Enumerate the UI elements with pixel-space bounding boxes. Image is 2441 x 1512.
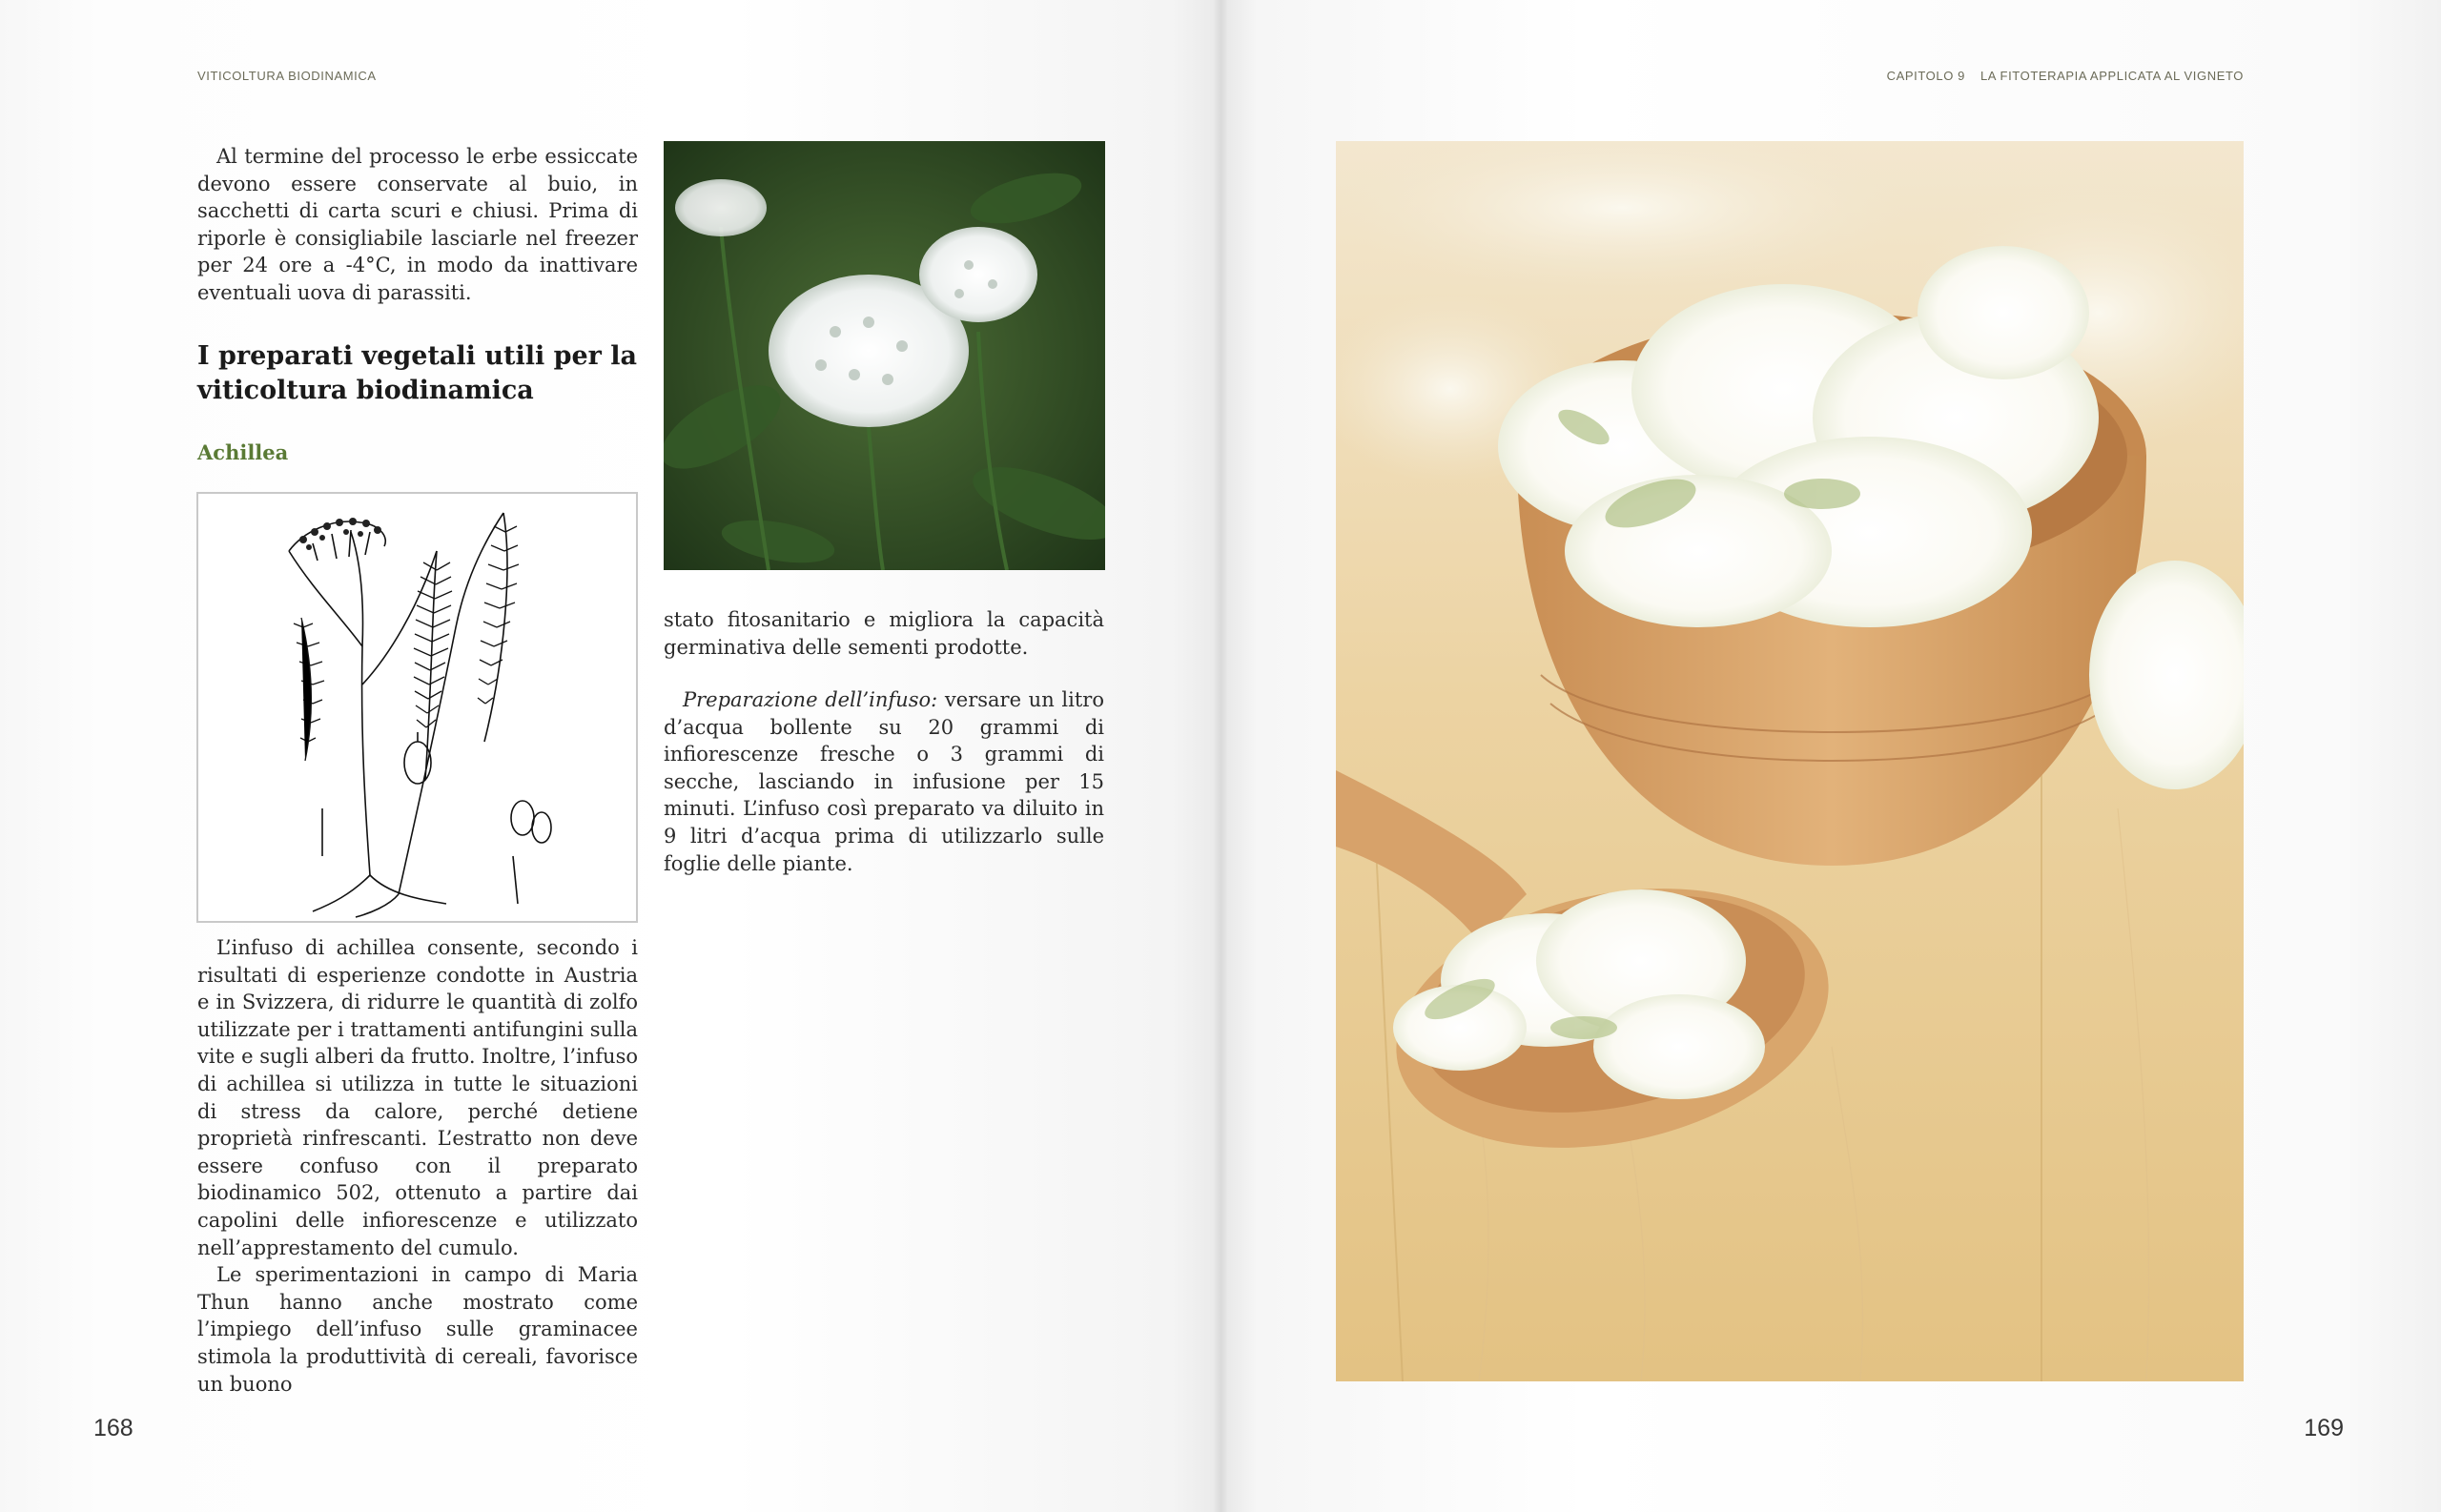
book-gutter [1213, 0, 1228, 1512]
running-head-chapter: CAPITOLO 9 [1886, 69, 1965, 83]
achillea-illustration [196, 492, 638, 923]
paragraph-preparation [664, 686, 1104, 877]
paragraph-achillea-infusion [197, 934, 638, 1398]
achillea-flowers-photo [664, 141, 1105, 570]
sub-heading-achillea: Achillea [197, 440, 289, 464]
left-page [0, 0, 1220, 1512]
section-heading: I preparati vegetali utili per la viticoltura biodinamica [197, 341, 638, 405]
paragraph-herbs-storage: Al termine del processo le erbe essiccate devono essere conservate al buio, in sacchetti di carta scuri e chiusi. Prima di riporle è consigliabile lasciarle nel freezer per 24 ore a -4°C, in modo da inattivare eventuali uova di parassiti. [197, 145, 638, 304]
preparation-label: Preparazione dell’infuso: [683, 688, 938, 711]
running-head-title: LA FITOTERAPIA APPLICATA AL VIGNETO [1979, 69, 2244, 83]
page-number-left: 168 [93, 1415, 133, 1441]
running-head-left: VITICOLTURA BIODINAMICA [197, 69, 377, 83]
paragraph-seeds: stato fitosanitario e migliora la capacità germinativa delle sementi prodotte. [664, 608, 1104, 659]
achillea-wooden-bowl-photo [1336, 141, 2244, 1381]
preparation-text: versare un litro d’acqua bollente su 20 grammi di infiorescenze fresche o 3 grammi di secche, lasciando in infusione per 15 minuti. L’infuso così preparato va diluito in 9 litri d’acqua prima di utilizzarlo sulle foglie delle piante. [664, 688, 1104, 875]
page-number-right: 169 [2304, 1415, 2344, 1441]
paragraph-achillea-infusion-text: L’infuso di achillea consente, secondo i risultati di esperienze condotte in Austria e in Svizzera, di ridurre le quantità di zolfo utilizzate per i trattamenti antifungini sulla vite e sugli alberi da frutto. Inoltre, l’infuso di achillea si utilizza in tutte le situazioni di stress da calore, perché detiene proprietà rinfrescanti. L’estratto non deve essere confuso con il preparato biodinamico 502, ottenuto a partire dai capolini delle infiorescenze e utilizzato nell’apprestamento del cumulo. [197, 936, 638, 1259]
running-head-right [1887, 69, 2244, 83]
paragraph-maria-thun: Le sperimentazioni in campo di Maria Thun hanno anche mostrato come l’impiego dell’infuso sulle graminacee stimola la produttività di cereali, favorisce un buono [197, 1263, 638, 1396]
